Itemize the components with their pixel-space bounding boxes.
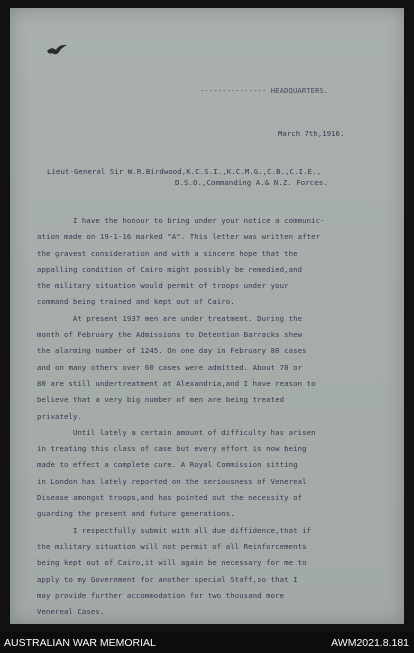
letter-body-line: command being trained and kept out of Cairo.: [37, 297, 235, 307]
letter-body-line: I have the honour to bring under your notice a communic-: [37, 216, 325, 225]
letter-body-line: the military situation would permit of troops under your: [37, 281, 289, 291]
letter-body-line: At present 1937 men are under treatment. During the: [37, 313, 303, 323]
letter-body-line: in treating this class of case but every effort is now being: [37, 444, 307, 454]
footer-bar: [0, 632, 414, 653]
letter-body-line: 80 are still undertreatment at Alexandria,and I have reason to: [37, 378, 316, 388]
letter-body-line: the gravest consideration and with a sincere hope that the: [37, 248, 298, 258]
letterhead-heading: --------------- HEADQUARTERS.: [200, 86, 329, 95]
letter-body-line: made to effect a complete cure. A Royal Commission sitting: [37, 460, 298, 470]
letter-body-line: in London has lately reported on the seriousness of Venereal: [37, 476, 307, 486]
letter-body-line: I respectfully submit with all due diffidence,that if: [37, 525, 312, 535]
letter-body-line: ation made on 19-1-16 marked "A". This letter was written after: [37, 232, 321, 242]
letter-body-line: month of February the Admissions to Detention Barracks shew: [37, 330, 303, 340]
letter-body-line: Venereal Cases.: [37, 607, 105, 617]
letter-body-line: the alarming number of 1245. On one day in February 80 cases: [37, 346, 307, 356]
addressee-line: Lieut-General Sir W.R.Birdwood,K.C.S.I.,K.C.M.G.,C.B.,C.I.E.,: [47, 167, 322, 176]
letter-body: [37, 213, 389, 620]
footer-source-label: AUSTRALIAN WAR MEMORIAL: [4, 637, 156, 649]
addressee-block: [47, 167, 387, 188]
letter-page: [10, 8, 404, 624]
letter-body-line: being kept out of Cairo,it will again be necessary for me to: [37, 558, 307, 568]
letter-body-line: Disease amongst troops,and has pointed out the necessity of: [37, 493, 303, 503]
letter-body-line: and on many others over 60 cases were admitted. About 70 or: [37, 362, 303, 372]
letter-date: March 7th,1916.: [278, 129, 345, 138]
footer-accession-number: AWM2021.8.181: [331, 637, 409, 649]
letter-body-line: guarding the present and future generations.: [37, 509, 235, 519]
letter-body-line: believe that a very big number of men are being treated: [37, 395, 285, 405]
letter-body-line: appalling condition of Cairo might possibly be remedied,and: [37, 264, 303, 274]
letter-body-line: the military situation will not permit of all Reinforcements: [37, 541, 307, 551]
letter-body-line: privately.: [37, 411, 82, 421]
letter-body-line: may provide further accommodation for two thousand more: [37, 590, 285, 600]
addressee-line: D.S.O.,Commanding A.& N.Z. Forces.: [175, 177, 328, 187]
letter-body-line: Until lately a certain amount of difficulty has arisen: [37, 427, 316, 437]
letter-body-line: apply to my Government for another special Staff,so that I: [37, 574, 298, 584]
typed-letter: [10, 8, 404, 624]
